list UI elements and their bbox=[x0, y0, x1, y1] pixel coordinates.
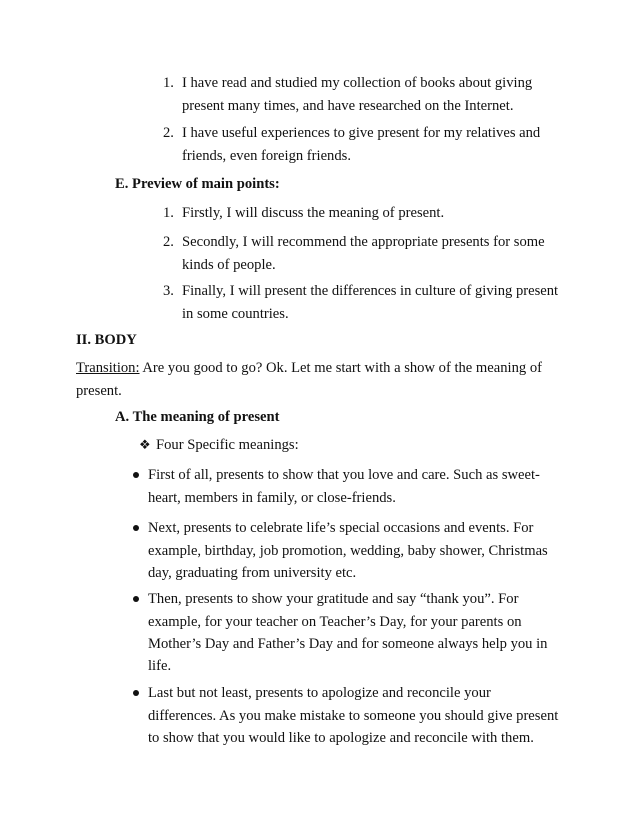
bullet-icon bbox=[133, 472, 139, 478]
list-number: 2. bbox=[163, 125, 174, 141]
bullet-text: Then, presents to show your gratitude and say “thank you”. For bbox=[148, 591, 519, 607]
bullet-icon bbox=[133, 596, 139, 602]
bullet-text: day, graduating from university etc. bbox=[148, 565, 357, 581]
bullet-text: example, birthday, job promotion, wedding, baby shower, Christmas bbox=[148, 543, 548, 559]
list-item-text: in some countries. bbox=[182, 306, 289, 322]
bullet-text: Last but not least, presents to apologize and reconcile your bbox=[148, 685, 491, 701]
bullet-text: Mother’s Day and Father’s Day and for someone always help you in bbox=[148, 636, 548, 652]
list-item-text: Finally, I will present the differences in culture of giving present bbox=[182, 283, 559, 299]
transition-line bbox=[76, 359, 542, 377]
list-item-text: friends, even foreign friends. bbox=[182, 148, 351, 164]
transition-line: present. bbox=[76, 383, 122, 399]
subsection-heading: A. The meaning of present bbox=[115, 409, 280, 425]
diamond-bullet-icon: ❖ bbox=[139, 437, 151, 452]
transition-label: Transition: bbox=[76, 360, 140, 376]
bullet-text: Next, presents to celebrate life’s special occasions and events. For bbox=[148, 520, 534, 536]
bullet-icon bbox=[133, 525, 139, 531]
list-item-text: Secondly, I will recommend the appropriate presents for some bbox=[182, 234, 545, 250]
preview-heading: E. Preview of main points: bbox=[115, 176, 280, 192]
list-number: 2. bbox=[163, 234, 174, 250]
section-heading: II. BODY bbox=[76, 332, 137, 348]
bullet-icon bbox=[133, 690, 139, 696]
list-item-text: present many times, and have researched on the Internet. bbox=[182, 98, 514, 114]
list-number: 1. bbox=[163, 75, 174, 91]
list-item-text: kinds of people. bbox=[182, 257, 276, 273]
bullet-text: life. bbox=[148, 658, 172, 674]
bullet-text: differences. As you make mistake to someone you should give present bbox=[148, 708, 559, 724]
transition-text: Are you good to go? Ok. Let me start with a show of the meaning of bbox=[139, 360, 542, 376]
bullet-text: example, for your teacher on Teacher’s Day, for your parents on bbox=[148, 614, 522, 630]
list-item-text: I have read and studied my collection of books about giving bbox=[182, 75, 533, 91]
meanings-label: Four Specific meanings: bbox=[156, 437, 299, 453]
bullet-text: First of all, presents to show that you love and care. Such as sweet- bbox=[148, 467, 540, 483]
bullet-text: heart, members in family, or close-friends. bbox=[148, 490, 396, 506]
list-number: 1. bbox=[163, 205, 174, 221]
bullet-text: to show that you would like to apologize and reconcile with them. bbox=[148, 730, 534, 746]
list-item-text: I have useful experiences to give present for my relatives and bbox=[182, 125, 541, 141]
list-number: 3. bbox=[163, 283, 174, 299]
list-item-text: Firstly, I will discuss the meaning of present. bbox=[182, 205, 445, 221]
